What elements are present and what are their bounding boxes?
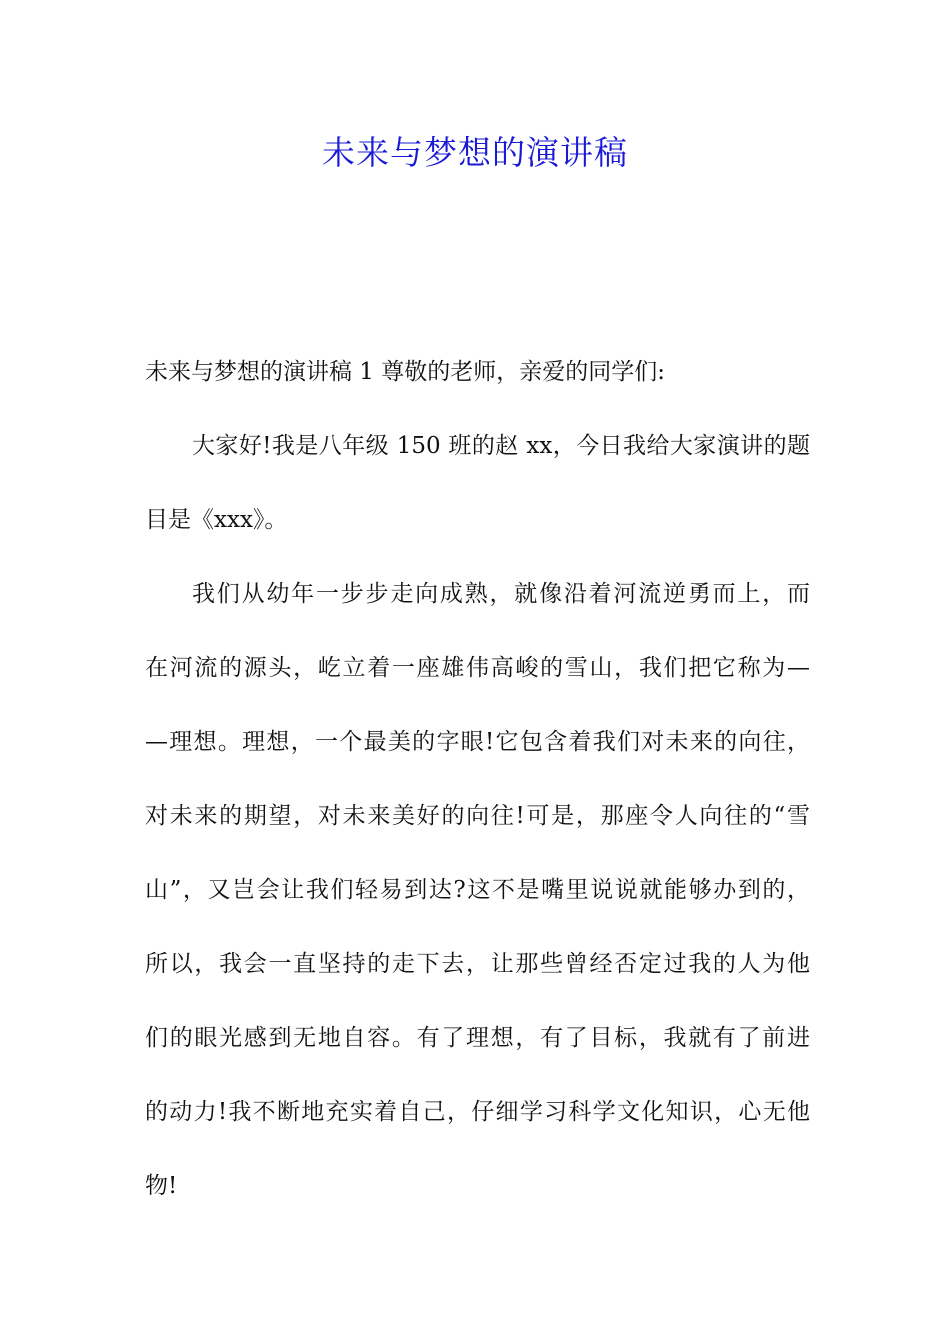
text-line: 所以，我会一直坚持的走下去，让那些曾经否定过我的人为他 (145, 951, 810, 977)
text-line: —理想。理想，一个最美的字眼!它包含着我们对未来的向往， (145, 729, 810, 755)
text-line: 未来与梦想的演讲稿 1 尊敬的老师，亲爱的同学们: (145, 359, 666, 385)
text-line: 我们从幼年一步步走向成熟，就像沿着河流逆勇而上，而 (192, 581, 810, 607)
document-title: 未来与梦想的演讲稿 (322, 133, 628, 172)
text-line: 山”，又岂会让我们轻易到达?这不是嘴里说说就能够办到的， (145, 877, 810, 903)
document-body (145, 335, 810, 1223)
text-line: 目是《xxx》。 (145, 507, 288, 533)
text-line: 物! (145, 1173, 178, 1199)
text-line: 大家好!我是八年级 150 班的赵 xx，今日我给大家演讲的题 (192, 433, 810, 459)
text-line: 对未来的期望，对未来美好的向往!可是，那座令人向往的“雪 (145, 803, 810, 829)
text-line: 在河流的源头，屹立着一座雄伟高峻的雪山，我们把它称为— (145, 655, 810, 681)
text-line: 们的眼光感到无地自容。有了理想，有了目标，我就有了前进 (145, 1025, 810, 1051)
text-line: 的动力!我不断地充实着自己，仔细学习科学文化知识，心无他 (145, 1099, 810, 1125)
